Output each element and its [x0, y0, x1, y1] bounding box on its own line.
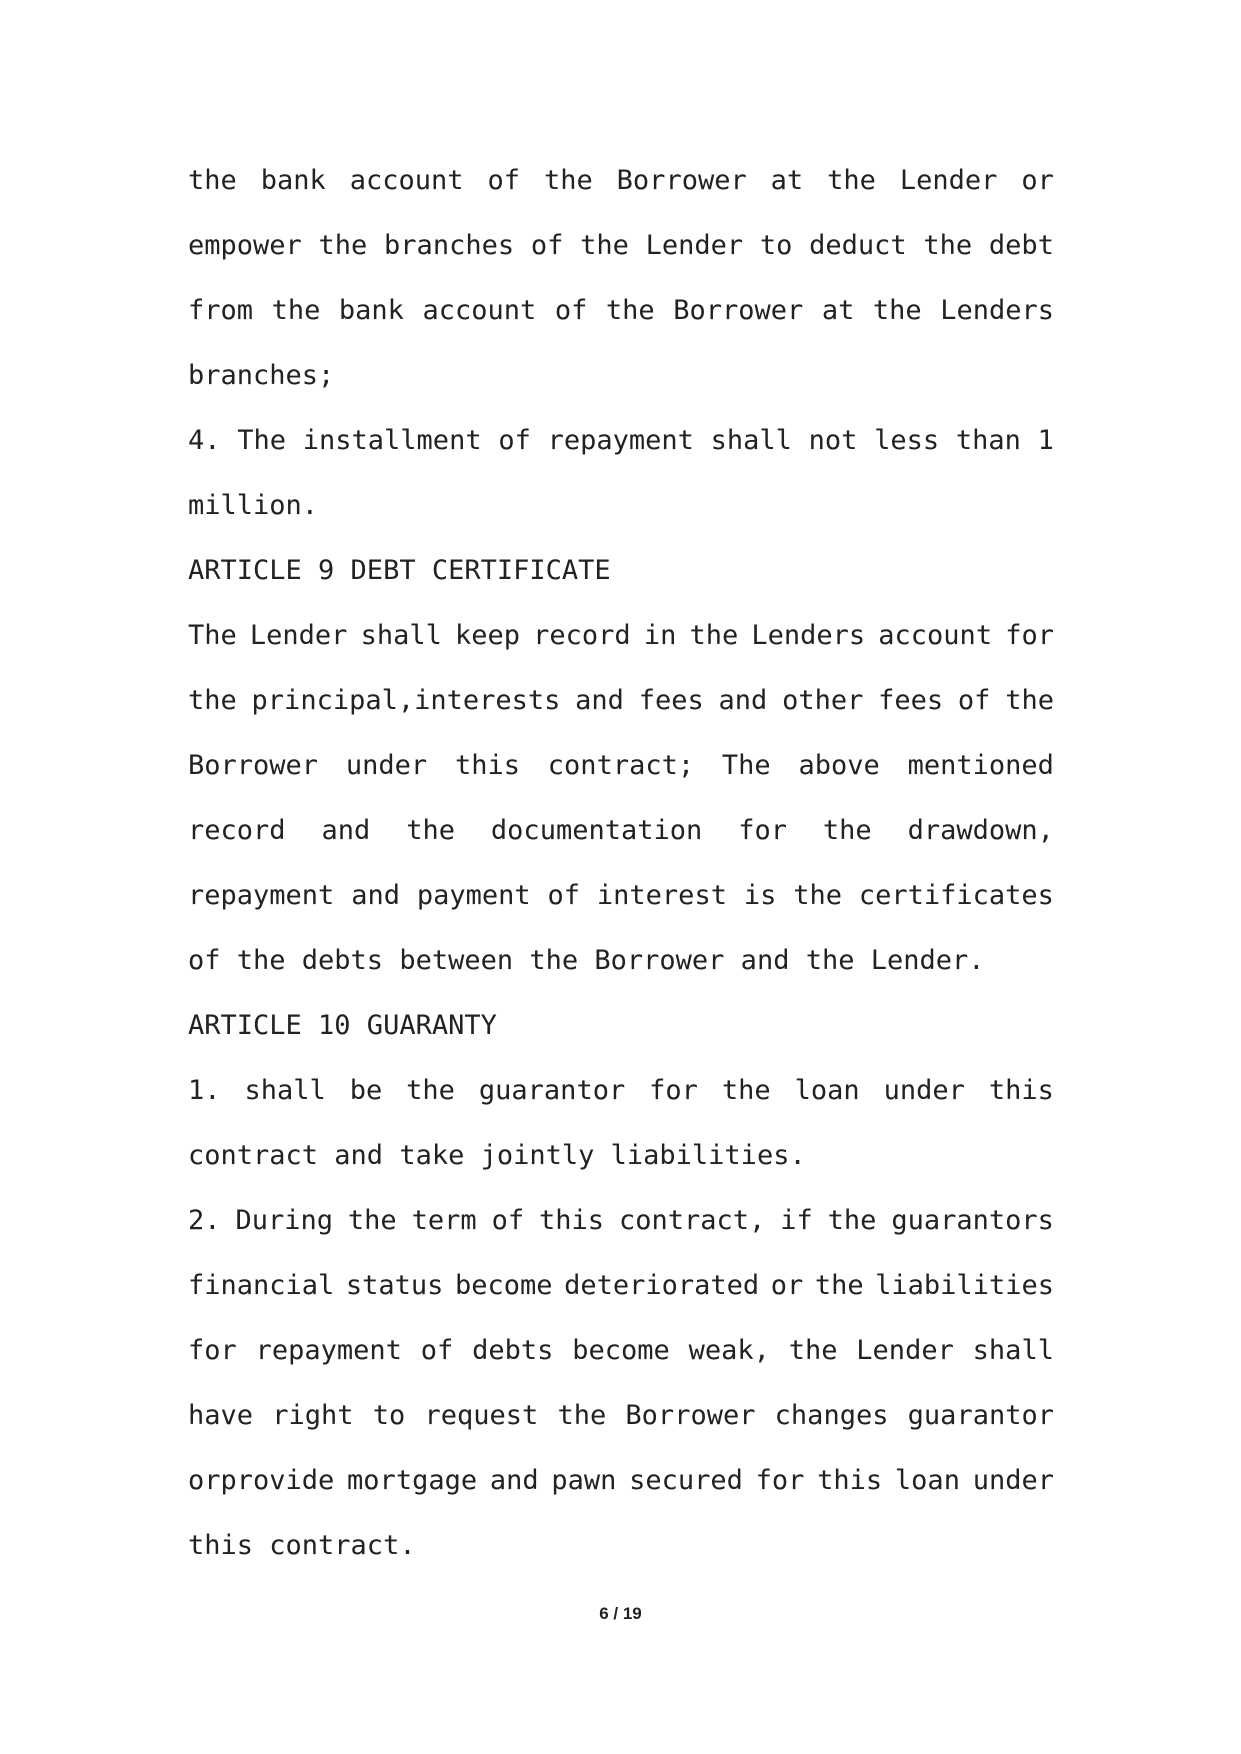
text-line: [188, 1318, 1054, 1383]
word: status: [345, 1270, 444, 1301]
word: term: [411, 1205, 477, 1236]
word: and: [489, 1465, 539, 1496]
word: 4.: [188, 425, 221, 456]
word: the: [689, 620, 739, 651]
word: contract;: [547, 750, 695, 781]
word: the: [814, 1270, 864, 1301]
word: have: [188, 1400, 254, 1431]
word: deduct: [809, 230, 907, 261]
word: this: [454, 750, 520, 781]
word: pawn: [551, 1465, 617, 1496]
word: the: [406, 815, 455, 846]
word: in: [643, 620, 677, 651]
word: at: [821, 295, 855, 326]
word: branches: [384, 230, 515, 261]
word: mentioned: [907, 750, 1054, 781]
text-line: this contract.: [188, 1530, 416, 1561]
word: certificates: [858, 880, 1054, 911]
text-line: ARTICLE 9 DEBT CERTIFICATE: [188, 555, 611, 586]
word: of: [491, 1205, 525, 1236]
word: documentation: [490, 815, 703, 846]
word: and: [351, 880, 400, 911]
word: under: [345, 750, 428, 781]
word: Lender: [249, 620, 348, 651]
word: or: [1021, 165, 1054, 196]
word: the: [793, 880, 842, 911]
word: Lender: [856, 1335, 954, 1366]
word: above: [798, 750, 880, 781]
word: record: [533, 620, 631, 651]
word: the: [605, 295, 655, 326]
text-line: [188, 148, 1054, 213]
word: record: [188, 815, 286, 846]
word: other: [782, 685, 864, 716]
word: repayment: [188, 880, 335, 911]
word: for: [755, 1465, 805, 1496]
word: not: [808, 425, 858, 456]
word: the: [827, 1205, 877, 1236]
word: bank: [338, 295, 404, 326]
word: loan: [794, 1075, 860, 1106]
word: from: [188, 295, 254, 326]
word: account: [349, 165, 464, 196]
word: Borrower: [673, 295, 804, 326]
word: the: [557, 1400, 607, 1431]
text-line: [188, 408, 1054, 473]
word: fees: [878, 685, 944, 716]
word: shall: [710, 425, 792, 456]
word: the: [822, 815, 872, 846]
word: for: [1005, 620, 1054, 651]
word: under: [883, 1075, 965, 1106]
word: to: [759, 230, 793, 261]
word: guarantors: [891, 1205, 1054, 1236]
word: loan: [894, 1465, 960, 1496]
word: request: [424, 1400, 539, 1431]
text-line: [188, 1448, 1054, 1513]
word: of: [420, 1335, 454, 1366]
word: and: [718, 685, 768, 716]
word: Borrower: [625, 1400, 756, 1431]
text-line: [188, 603, 1054, 668]
word: financial: [188, 1270, 335, 1301]
word: the: [318, 230, 368, 261]
word: payment: [416, 880, 531, 911]
text-line: [188, 668, 1054, 733]
word: the: [721, 1075, 771, 1106]
word: debt: [988, 230, 1054, 261]
word: 1.: [188, 1075, 221, 1106]
word: this: [817, 1465, 883, 1496]
word: shall: [972, 1335, 1054, 1366]
word: less: [874, 425, 940, 456]
word: changes: [774, 1400, 889, 1431]
word: the: [188, 685, 237, 716]
word: installment: [302, 425, 482, 456]
word: this: [539, 1205, 605, 1236]
word: Lenders: [751, 620, 866, 651]
word: weak,: [688, 1335, 770, 1366]
word: right: [272, 1400, 354, 1431]
word: fees: [638, 685, 704, 716]
word: this: [988, 1075, 1054, 1106]
word: shall: [244, 1075, 326, 1106]
text-line: [188, 863, 1054, 928]
word: become: [572, 1335, 670, 1366]
word: 2.: [188, 1205, 221, 1236]
text-line: [188, 798, 1054, 863]
word: account: [878, 620, 993, 651]
word: for: [649, 1075, 698, 1106]
word: mortgage: [347, 1465, 478, 1496]
word: The: [237, 425, 287, 456]
text-line: [188, 1188, 1054, 1253]
word: the: [788, 1335, 838, 1366]
word: keep: [454, 620, 521, 651]
word: the: [923, 230, 973, 261]
word: debts: [472, 1335, 554, 1366]
word: During: [235, 1205, 333, 1236]
word: than: [955, 425, 1021, 456]
word: the: [872, 295, 922, 326]
word: bank: [260, 165, 326, 196]
word: the: [827, 165, 876, 196]
text-line: of the debts between the Borrower and the Lender.: [188, 945, 985, 976]
word: orprovide: [188, 1465, 335, 1496]
word: The: [721, 750, 771, 781]
word: of: [547, 880, 581, 911]
word: the: [1005, 685, 1054, 716]
word: 1: [1037, 425, 1054, 456]
text-line: [188, 278, 1054, 343]
word: shall: [360, 620, 442, 651]
text-line: branches;: [188, 360, 335, 391]
word: deteriorated: [564, 1270, 760, 1301]
word: drawdown,: [907, 815, 1054, 846]
word: of: [530, 230, 564, 261]
word: the: [406, 1075, 455, 1106]
word: and: [575, 685, 624, 716]
word: the: [347, 1205, 397, 1236]
word: contract,: [618, 1205, 766, 1236]
word: the: [580, 230, 629, 261]
word: at: [770, 165, 804, 196]
word: become: [454, 1270, 553, 1301]
word: secured: [629, 1465, 743, 1496]
text-line: ARTICLE 10 GUARANTY: [188, 1010, 497, 1041]
text-line: [188, 1058, 1054, 1123]
word: Lender: [899, 165, 998, 196]
word: of: [487, 165, 520, 196]
word: the: [188, 165, 237, 196]
word: guarantor: [478, 1075, 626, 1106]
word: or: [770, 1270, 804, 1301]
word: repayment: [255, 1335, 402, 1366]
word: Borrower: [188, 750, 319, 781]
word: Lender: [645, 230, 744, 261]
word: guarantor: [907, 1400, 1054, 1431]
word: interest: [596, 880, 727, 911]
word: of: [957, 685, 991, 716]
text-line: [188, 733, 1054, 798]
text-line: [188, 1383, 1054, 1448]
word: be: [349, 1075, 383, 1106]
word: of: [554, 295, 588, 326]
word: and: [321, 815, 371, 846]
word: empower: [188, 230, 302, 261]
text-line: [188, 1253, 1054, 1318]
body-text: [188, 148, 1054, 1578]
word: if: [780, 1205, 813, 1236]
word: repayment: [547, 425, 694, 456]
word: The: [188, 620, 237, 651]
word: the: [271, 295, 321, 326]
word: Lenders: [940, 295, 1054, 326]
text-line: contract and take jointly liabilities.: [188, 1140, 806, 1171]
word: account: [422, 295, 537, 326]
word: the: [543, 165, 593, 196]
word: is: [743, 880, 777, 911]
word: for: [738, 815, 787, 846]
text-line: [188, 213, 1054, 278]
word: for: [188, 1335, 237, 1366]
text-line: million.: [188, 490, 319, 521]
word: to: [372, 1400, 406, 1431]
word: of: [498, 425, 531, 456]
word: under: [972, 1465, 1054, 1496]
word: liabilities: [875, 1270, 1054, 1301]
word: Borrower: [616, 165, 747, 196]
page-number: 6 / 19: [599, 1604, 642, 1623]
word: principal,interests: [251, 685, 561, 716]
